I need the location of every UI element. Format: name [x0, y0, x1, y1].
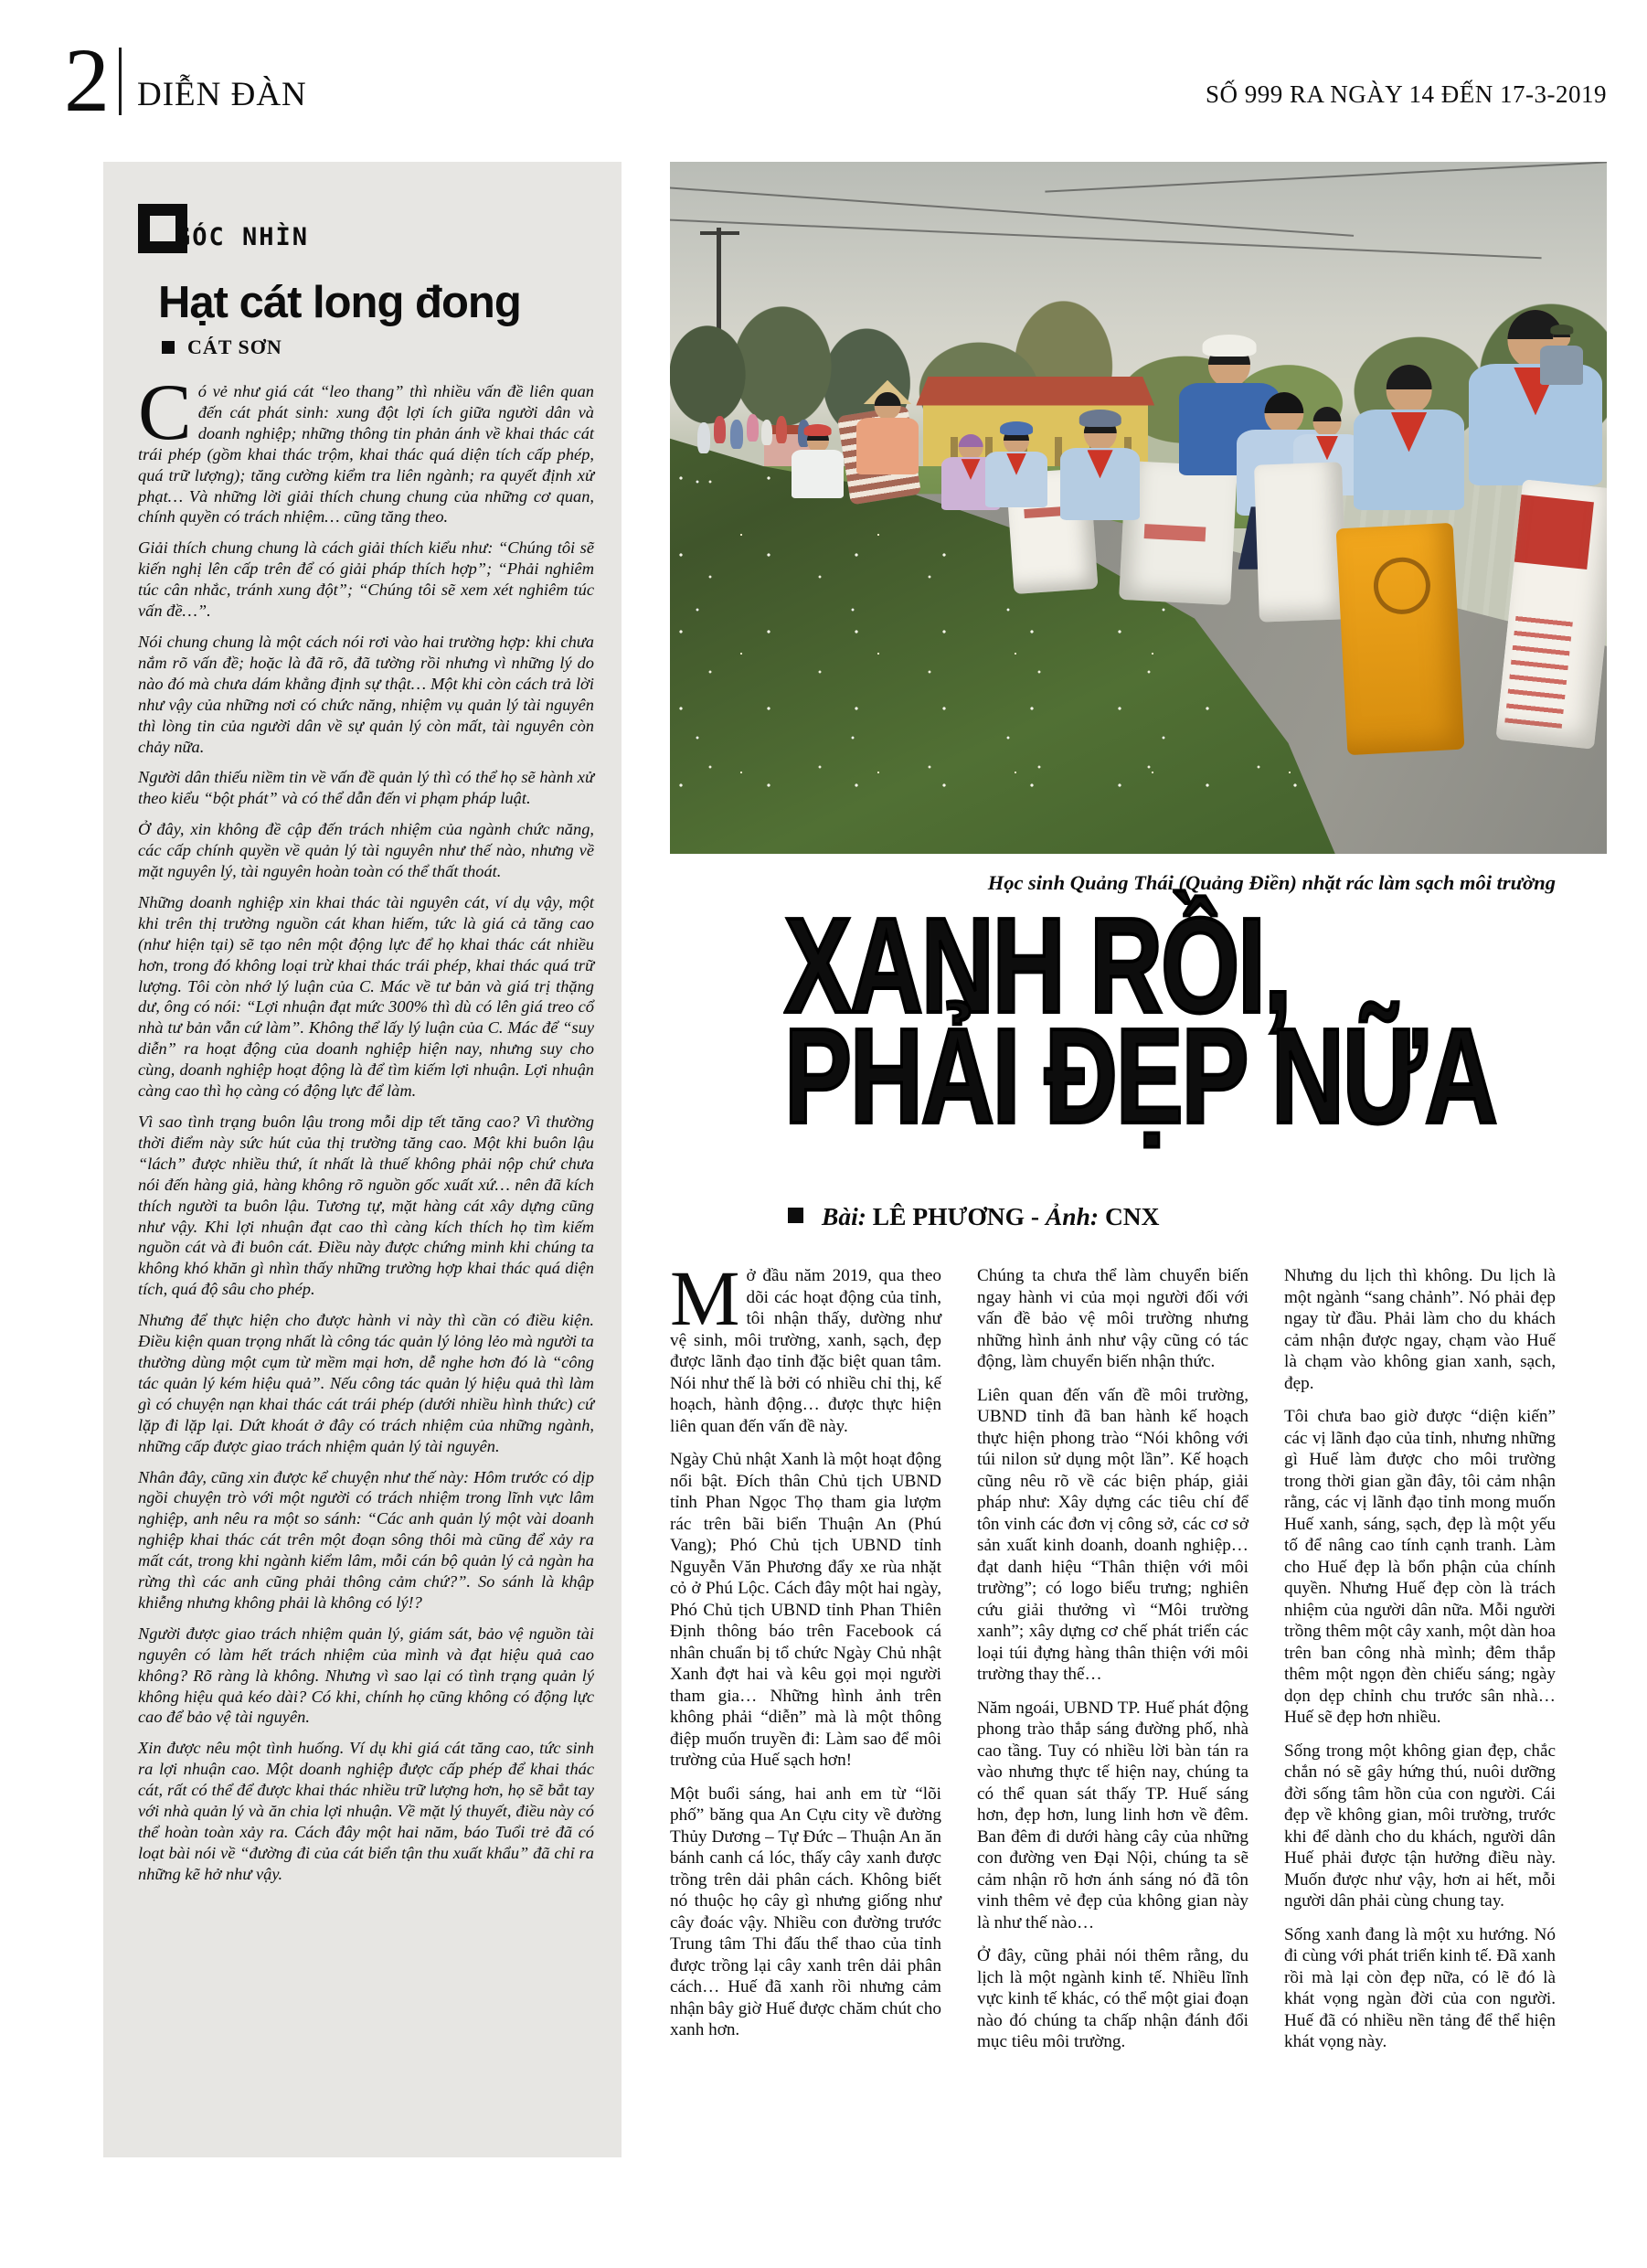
article-paragraph: Sống xanh đang là một xu hướng. Nó đi cùng với phát triển kinh tế. Đã xanh rồi mà lại còn đẹp nữa, có lẽ đó là khát vọng ngàn đời của con người. Huế đã có nhiều nền tảng để thể hiện khát vọng này.	[1284, 1924, 1556, 2051]
person-legs	[1544, 383, 1579, 443]
article-byline	[788, 1202, 1160, 1231]
opinion-paragraphs	[138, 538, 594, 1884]
article-column-3	[1284, 1265, 1556, 2252]
byline-photo-label: Ảnh:	[1045, 1202, 1100, 1230]
article-column-2	[977, 1265, 1249, 2252]
opinion-lead-text: ó vẻ như giá cát “leo thang” thì nhiều vấn đề liên quan đến cát phát sinh: xung đột lợi ích giữa người dân và doanh nghiệp; những thông tin phản ánh về khai thác cát trái phép (gồm khai thác trộm, khai thác quá diện tích cấp phép, quá trữ lượng); tăng cường kiểm tra liên ngành; ra quyết định xử phạt… Và những lời giải thích chung chung của những cơ quan, chính quyền có trách nhiệm… cũng tăng theo.	[138, 382, 594, 527]
photo-person	[851, 392, 924, 566]
opinion-byline	[162, 335, 594, 359]
person-head	[875, 392, 901, 420]
person-cap	[1203, 335, 1257, 357]
article-lead-paragraph	[670, 1265, 941, 1437]
person-head	[959, 434, 983, 460]
person-legs	[1068, 516, 1132, 628]
distant-person	[697, 422, 710, 453]
person-head	[1386, 365, 1432, 414]
section-title: DIỄN ĐÀN	[137, 76, 307, 113]
byline-bullet-icon	[788, 1208, 803, 1223]
opinion-paragraph: Nhân đây, cũng xin được kể chuyện như thế này: Hôm trước có dịp ngồi chuyện trò với một người có trách nhiệm trong lĩnh vực lâm nghiệp, anh nêu ra một so sánh: “Các anh quản lý một vài doanh nghiệp khai thác cát trên một đoạn sông thôi mà cũng để xảy ra mất cát, trong khi ngành kiểm lâm, mỗi cán bộ quản lý cả ngàn ha rừng thì các anh cũng phải thông cảm chứ?”. So sánh là khập khiễng nhưng không phải là không có lý!?	[138, 1467, 594, 1612]
byline-photographer: CNX	[1104, 1202, 1160, 1230]
distant-person	[761, 420, 772, 445]
article-body	[670, 1265, 1556, 2252]
article-paragraph: Một buổi sáng, hai anh em từ “lõi phố” băng qua An Cựu city về đường Thủy Dương – Tự Đức – Thuận An ăn bánh canh cá lóc, thấy cây xanh được trồng trên dải phân cách. Không biết nó thuộc họ cây gì nhưng giống như cây đoác vậy. Nhiều con đường trước Trung tâm Thi đấu thể thao của tỉnh được trồng lại cây xanh trên dải phân cách… Huế đã xanh rồi nhưng cảm nhận bây giờ Huế được chăm chút cho xanh hơn.	[670, 1784, 941, 2039]
distant-person	[747, 414, 759, 442]
page-number: 2	[64, 29, 110, 131]
column-2-paragraphs	[977, 1265, 1249, 2053]
photo-caption: Học sinh Quảng Thái (Quảng Điền) nhặt rác làm sạch môi trường	[987, 871, 1556, 894]
power-line	[670, 186, 1353, 237]
person-cap	[1000, 421, 1033, 435]
opinion-lead-paragraph	[138, 368, 594, 527]
distant-person	[730, 420, 743, 449]
photo-person	[1536, 328, 1587, 447]
person-legs	[796, 496, 839, 571]
drop-cap: M	[670, 1265, 740, 1342]
utility-pole-arm	[700, 231, 739, 235]
byline-author: LÊ PHƯƠNG	[872, 1202, 1025, 1230]
article-column-1	[670, 1265, 941, 2252]
person-head	[1313, 407, 1342, 437]
headline-line-1: XANH RỒI,	[784, 890, 1291, 1041]
article-headline	[784, 890, 1496, 1152]
opinion-paragraph: Vì sao tình trạng buôn lậu trong mỗi dịp tết tăng cao? Vì thường thời điểm này sức hút của thị trường tăng cao. Một khi buôn lậu “lách” được nhiều thứ, ít nhất là thuế không phải nộp chứ chưa nói đến hàng giả, hàng không rõ nguồn gốc xuất xứ… nên đã kích thích người ta buôn lậu. Tương tự, mặt hàng cát xây dựng cũng như vậy. Khi lợi nhuận đạt cao thì càng kích thích họ tìm kiếm nguồn cát và đi buôn cát. Điều này được chứng minh khi chúng ta không khó khăn gì nhìn thấy những trường hợp khai thác quá diện tích, quá độ sâu cho phép.	[138, 1113, 594, 1299]
opinion-box	[103, 162, 622, 2157]
person-cap	[1550, 325, 1573, 334]
opinion-author: CÁT SƠN	[187, 335, 282, 358]
issue-info: SỐ 999 RA NGÀY 14 ĐẾN 17-3-2019	[1206, 80, 1607, 108]
article-lead-text: ở đầu năm 2019, qua theo dõi các hoạt động của tỉnh, tôi nhận thấy, dường như vệ sinh, môi trường, xanh, sạch, đẹp được lãnh đạo tỉnh đặc biệt quan tâm. Nói như thế là bởi có nhiều chỉ thị, kế hoạch, hành động… được thực hiện liên quan đến vấn đề này.	[670, 1266, 941, 1436]
article-paragraph: Năm ngoái, UBND TP. Huế phát động phong trào thắp sáng đường phố, nhà cao tầng. Tuy có nhiều lời bàn tán ra vào nhưng thực tế hiện nay, chúng ta có thể quan sát thấy TP. Huế sáng hơn, đẹp hơn, lung linh hơn về đêm. Ban đêm đi dưới hàng cây của những con đường ven Đại Nội, chúng ta sẽ cảm nhận rõ hơn ánh sáng nó đã tôn vinh thêm vẻ đẹp của không gian này là như thế nào…	[977, 1698, 1249, 1933]
opinion-paragraph: Giải thích chung chung là cách giải thích kiểu như: “Chúng tôi sẽ kiến nghị lên cấp trên để có giải pháp thích hợp”; “Phải nghiêm túc cân nhắc, tránh xung đột”; “Chúng tôi sẽ xem xét nghiêm túc vấn đề…”.	[138, 538, 594, 621]
author-bullet-icon	[162, 341, 175, 354]
kicker-label: GÓC NHÌN	[175, 223, 310, 251]
power-line	[670, 218, 1541, 259]
article-paragraph: Tôi chưa bao giờ được “diện kiến” các vị lãnh đạo của tỉnh, nhưng những gì Huế làm được cho môi trường trong thời gian gần đây, tôi cảm nhận rằng, các vị lãnh đạo tỉnh mong muốn Huế xanh, sáng, sạch, đẹp là một yếu tố để nâng cao tính cạnh tranh. Làm cho Huế đẹp là bổn phận của chính quyền. Nhưng Huế đẹp còn là trách nhiệm của người dân nữa. Mỗi người trồng thêm một cây xanh, một dàn hoa trên ban công nhà mình; đêm thắp thêm một ngọn đèn chiếu sáng; ngày dọn dẹp chỉnh chu trước sân nhà… Huế sẽ đẹp hơn nhiều.	[1284, 1407, 1556, 1727]
headline-line-2: PHẢI ĐẸP NỮA	[784, 1001, 1496, 1152]
power-line	[1045, 162, 1607, 193]
person-shirt	[1540, 346, 1583, 385]
opinion-paragraph: Người dân thiếu niềm tin về vấn đề quản lý thì có thể họ sẽ hành xử theo kiểu “bột phát” và có thể dẫn đến vi phạm pháp luật.	[138, 768, 594, 808]
photo-person	[981, 427, 1052, 596]
person-cap	[1079, 410, 1121, 427]
distant-person	[776, 416, 787, 443]
opinion-paragraph: Những doanh nghiệp xin khai thác tài nguyên cát, ví dụ vậy, một khi trên thị trường nguồn cát khan hiếm, tức là giá cả tăng cao (như hiện tại) sẽ tạo nên một động lực để họ khai thác cát nhiều hơn, trong đó không loại trừ khai thác trái phép, khai thác quá trữ lượng. Tôi còn nhớ lý luận của C. Mác về tư bản và giá trị thặng dư, ông có nói: “Lợi nhuận đạt mức 300% thì dù có lên giá treo cổ nhà tư bản vẫn cứ làm”. Không thể lấy lý luận của C. Mác để “suy diễn” ra hoạt động của doanh nghiệp hiện nay, nhưng suy cho cùng, doanh nghiệp hoạt động là để tìm kiếm lợi nhuận. Lợi nhuận càng cao thì họ càng có động lực để làm.	[138, 892, 594, 1101]
person-legs	[862, 472, 913, 560]
article-paragraph: Ở đây, cũng phải nói thêm rằng, du lịch là một ngành kinh tế. Nhiều lĩnh vực kinh tế khác, có thể một giai đoạn nào đó chúng ta chấp nhận đánh đổi mục tiêu môi trường.	[977, 1946, 1249, 2051]
opinion-body	[138, 368, 594, 1885]
person-legs	[992, 505, 1042, 591]
orange-bag	[1336, 523, 1465, 755]
photo-person	[1054, 416, 1146, 635]
column-1-paragraphs	[670, 1449, 941, 2041]
opinion-paragraph: Nói chung chung là một cách nói rơi vào hai trường hợp: khi chưa nắm rõ vấn đề; hoặc là đã rõ, đã tường rồi nhưng vì những lý do nào đó mà chưa dám khẳng định sự thật… Một khi còn cách trả lời như vậy của những nơi có chức năng, nhiệm vụ quản lý tài nguyên thì lòng tin của người dân về sự quản lý còn mất, tài nguyên còn chảy nữa.	[138, 632, 594, 756]
article-paragraph: Sống trong một không gian đẹp, chắc chắn nó sẽ gây hứng thú, nuôi dưỡng đời sống tâm hồn của con người. Cái đẹp về không gian, môi trường, trước khi để dành cho du khách, người dân Huế phải được tận hưởng điều này. Muốn được như vậy, hơn ai hết, mỗi người dân phải cùng chung tay.	[1284, 1741, 1556, 1911]
byline-story-label: Bài:	[822, 1202, 866, 1230]
news-photo	[670, 162, 1607, 854]
distant-person	[714, 416, 726, 443]
white-bag	[1254, 462, 1347, 622]
person-shirt	[856, 418, 919, 475]
article-paragraph: Ngày Chủ nhật Xanh là một hoạt động nổi bật. Đích thân Chủ tịch UBND tỉnh Phan Ngọc Thọ tham gia lượm rác trên bãi biển Thuận An (Phú Vang); Phó Chủ tịch UBND tỉnh Nguyễn Văn Phương đẩy xe rùa nhặt cỏ ở Phú Lộc. Cách đây một hai ngày, Phó Chủ tịch UBND tỉnh Phan Thiên Định thông báo trên Facebook cá nhân chuẩn bị tổ chức Ngày Chủ nhật Xanh đợt hai và kêu gọi mọi người tham gia… Những hình ảnh trên không phải “diễn” mà là một thông điệp muốn truyền đi: Làm sao để môi trường của Huế sạch hơn!	[670, 1450, 941, 1770]
article-paragraph: Liên quan đến vấn đề môi trường, UBND tỉnh đã ban hành kế hoạch thực hiện phong trào “Nói không với túi nilon sử dụng một lần”. Kế hoạch cũng nêu rõ về các biện pháp, giải pháp như: Xây dựng các tiêu chí để tôn vinh các đơn vị công sở, các cơ sở sản xuất kinh doanh, doanh nghiệp… đạt danh hiệu “Thân thiện với môi trường”; có logo biểu trưng; nghiên cứu giải thưởng vì “Môi trường xanh”; xây dựng cơ chế phát triển các loại túi đựng hàng thân thiện với môi trường thay thế…	[977, 1385, 1249, 1684]
header-divider	[119, 48, 122, 115]
opinion-paragraph: Ở đây, xin không đề cập đến trách nhiệm của ngành chức năng, các cấp chính quyền về quản lý tài nguyên như thế nào, nhưng về mặt nguyên lý, tài nguyên hoàn toàn có thể thất thoát.	[138, 820, 594, 881]
opinion-title: Hạt cát long đong	[158, 278, 521, 327]
article-paragraph: Chúng ta chưa thể làm chuyển biến ngay hành vi của mọi người đối với vấn đề bảo vệ môi trường nhưng những hình ảnh như vậy cũng có tác động, làm chuyển biến nhận thức.	[977, 1266, 1249, 1371]
column-3-paragraphs	[1284, 1265, 1556, 2053]
person-cap	[803, 424, 832, 436]
opinion-paragraph: Người được giao trách nhiệm quản lý, giám sát, bảo vệ nguồn tài nguyên có làm hết trách nhiệm của mình và đạt hiệu quả cao không? Rõ ràng là không. Nhưng vì sao lại có tình trạng quản lý không hiệu quả kéo dài? Có khi, chính họ cũng không có động lực cao để bảo vệ tài nguyên.	[138, 1624, 594, 1727]
opinion-paragraph: Nhưng để thực hiện cho được hành vi này thì cần có điều kiện. Điều kiện quan trọng nhất là công tác quản lý lỏng lẻo mà người ta thường dùng một cụm từ mềm mại hơn, dễ nghe hơn đó là “công tác quản lý kém hiệu quả”. Nếu công tác quản lý hiệu quả thì làm gì có chuyện nạn khai thác cát trái phép (dưới nhiều hình thức) cứ lặp đi lặp lại. Dứt khoát ở đây có trách nhiệm của những ngành, những cấp được giao trách nhiệm quản lý tài nguyên.	[138, 1311, 594, 1455]
photo-person	[787, 429, 848, 575]
opinion-paragraph: Xin được nêu một tình huống. Ví dụ khi giá cát tăng cao, tức sinh ra lợi nhuận cao. Một doanh nghiệp được cấp phép để khai thác cát, rất có thể để được khai thác nhiều trữ lượng hơn, họ sẽ bắt tay với nhà quản lý và ăn chia lợi nhuận. Về mặt lý thuyết, điều này có thể hoàn toàn xảy ra. Cách đây một hai năm, báo Tuổi trẻ đã có loạt bài nói về “đường đi của cát biển tận thu xuất khẩu” đã chỉ ra những kẽ hở như vậy.	[138, 1739, 594, 1883]
kicker	[138, 197, 594, 253]
person-shirt	[792, 450, 845, 498]
article-paragraph: Nhưng du lịch thì không. Du lịch là một ngành “sang chảnh”. Nó phải đẹp ngay từ đầu. Phải làm cho du khách cảm nhận được ngay, chạm vào Huế là chạm vào không gian xanh, sạch, đẹp.	[1284, 1266, 1556, 1393]
byline-separator: -	[1030, 1202, 1040, 1230]
drop-cap: C	[138, 368, 192, 457]
